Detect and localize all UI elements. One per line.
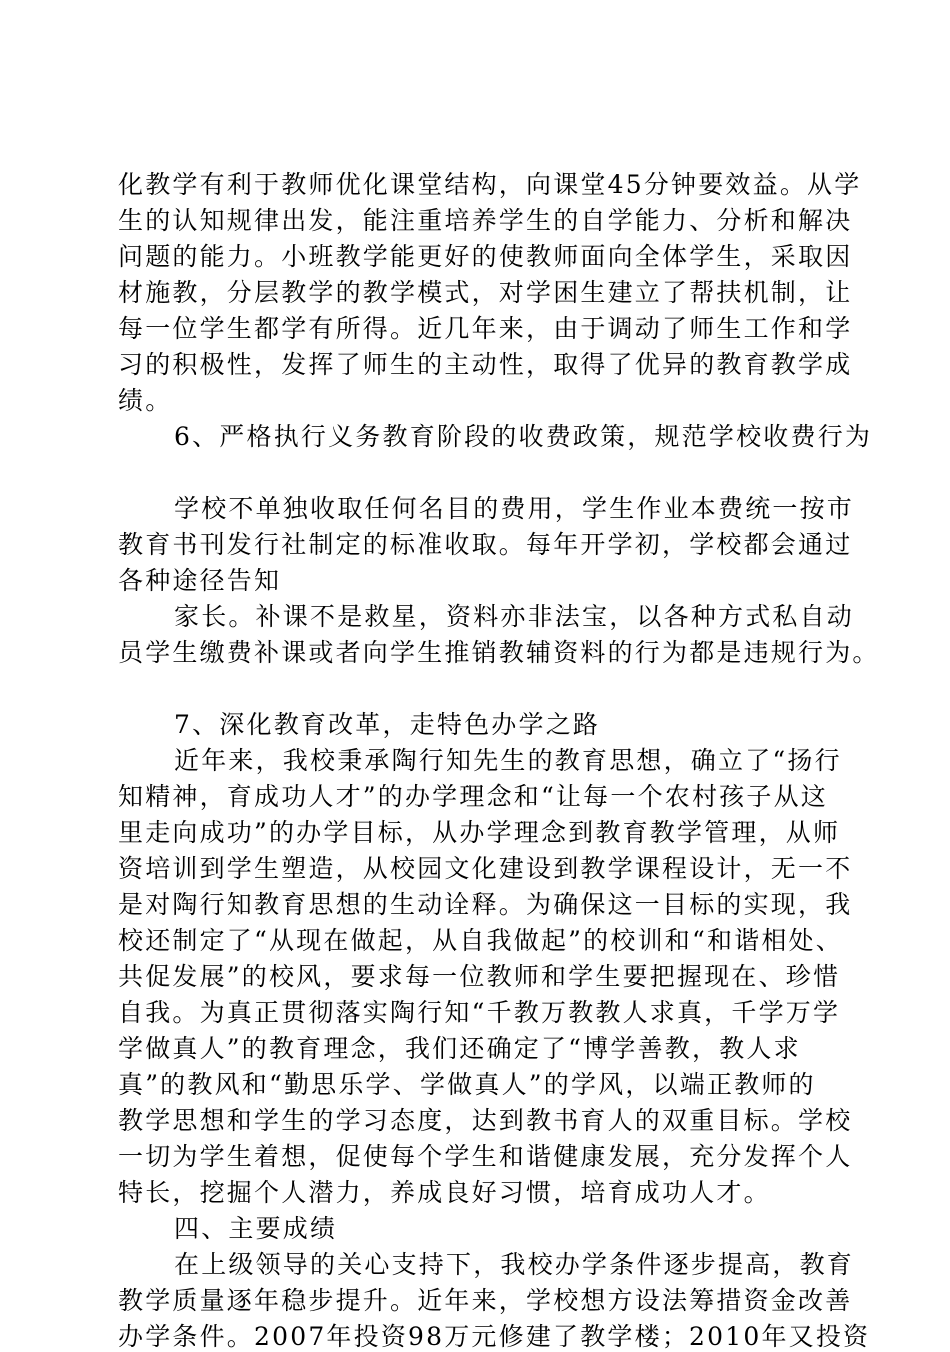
text-line: 共促发展”的校风，要求每一位教师和学生要把握现在、珍惜	[118, 962, 841, 991]
text-line: 材施教，分层教学的教学模式，对学困生建立了帮扶机制，让	[118, 278, 853, 307]
text-line: 特长，挖掘个人潜力，养成良好习惯，培育成功人才。	[118, 1178, 771, 1207]
text-line: 资培训到学生塑造，从校园文化建设到教学课程设计，无一不	[118, 854, 853, 883]
text-line: 学校不单独收取任何名目的费用，学生作业本费统一按市	[174, 494, 855, 523]
text-line: 自我。为真正贯彻落实陶行知“千教万教教人求真，千学万学	[118, 998, 841, 1027]
text-line: 校还制定了“从现在做起，从自我做起”的校训和“和谐相处、	[118, 926, 843, 955]
text-line: 教学质量逐年稳步提升。近年来，学校想方设法筹措资金改善	[118, 1286, 853, 1315]
text-line: 化教学有利于教师优化课堂结构，向课堂45分钟要效益。从学	[118, 170, 862, 199]
text-line: 一切为学生着想，促使每个学生和谐健康发展，充分发挥个人	[118, 1142, 853, 1171]
section-heading: 6、严格执行义务教育阶段的收费政策，规范学校收费行为	[174, 422, 873, 451]
text-line: 生的认知规律出发，能注重培养学生的自学能力、分析和解决	[118, 206, 853, 235]
text-line: 员学生缴费补课或者向学生推销教辅资料的行为都是违规行为。	[118, 638, 880, 667]
text-line: 办学条件。2007年投资98万元修建了教学楼；2010年又投资	[118, 1322, 871, 1351]
text-line: 学做真人”的教育理念，我们还确定了“博学善教，教人求	[118, 1034, 801, 1063]
text-line: 家长。补课不是救星，资料亦非法宝，以各种方式私自动	[174, 602, 855, 631]
text-line: 是对陶行知教育思想的生动诠释。为确保这一目标的实现，我	[118, 890, 853, 919]
text-line: 教育书刊发行社制定的标准收取。每年开学初，学校都会通过	[118, 530, 853, 559]
text-line: 知精神，育成功人才”的办学理念和“让每一个农村孩子从这	[118, 782, 828, 811]
text-line: 教学思想和学生的学习态度，达到教书育人的双重目标。学校	[118, 1106, 853, 1135]
section-heading: 四、主要成绩	[174, 1214, 338, 1243]
text-line: 各种途径告知	[118, 566, 282, 595]
text-line: 真”的教风和“勤思乐学、学做真人”的学风，以端正教师的	[118, 1070, 816, 1099]
text-line: 绩。	[118, 386, 173, 415]
section-heading: 7、深化教育改革，走特色办学之路	[174, 710, 601, 739]
text-line: 里走向成功”的办学目标，从办学理念到教育教学管理，从师	[118, 818, 841, 847]
text-line: 问题的能力。小班教学能更好的使教师面向全体学生，采取因	[118, 242, 853, 271]
text-line: 习的积极性，发挥了师生的主动性，取得了优异的教育教学成	[118, 350, 853, 379]
text-line: 在上级领导的关心支持下，我校办学条件逐步提高，教育	[174, 1250, 855, 1279]
text-line: 近年来，我校秉承陶行知先生的教育思想，确立了“扬行	[174, 746, 842, 775]
text-line: 每一位学生都学有所得。近几年来，由于调动了师生工作和学	[118, 314, 853, 343]
